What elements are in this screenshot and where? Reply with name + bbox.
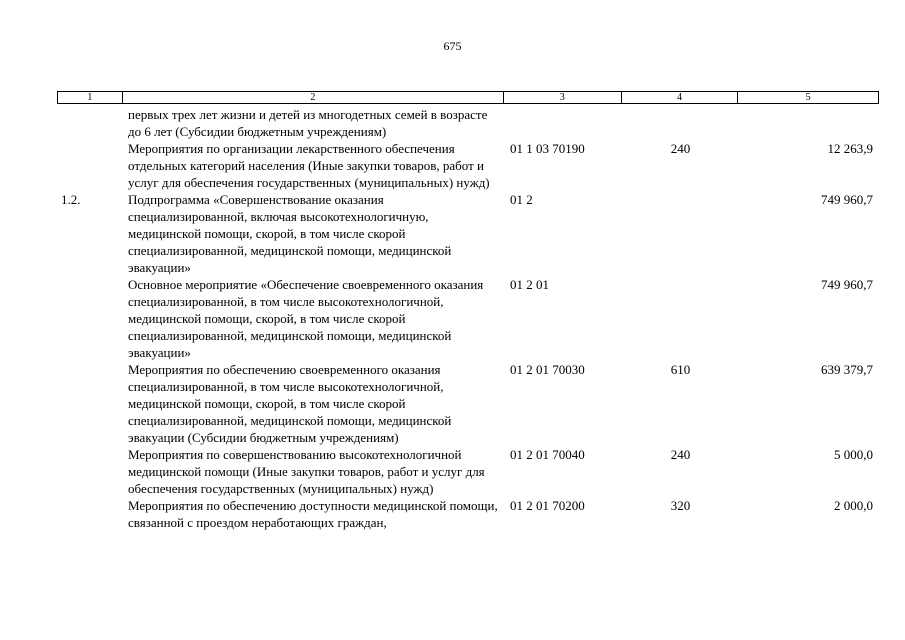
row-number [57,106,122,140]
table-row [57,446,879,497]
row-amount: 2 000,0 [834,498,873,513]
table-body [57,106,879,531]
row-expense-type [622,276,739,361]
row-expense-type: 610 [670,362,691,377]
row-amount: 749 960,7 [821,192,873,207]
row-number: 1.2. [61,192,81,207]
row-number [57,361,122,446]
page-number: 675 [443,39,462,53]
row-expense-type: 240 [670,141,691,156]
table-header-row [57,91,879,104]
column-header-4: 4 [622,92,739,103]
row-code: 01 2 01 70030 [510,362,585,377]
row-code: 01 2 [510,192,533,207]
table-row [57,497,879,531]
row-description: Мероприятия по совершенствованию высокотехнологичной медицинской помощи (Иные закупки товаров, работ и услуг для обеспечения государственных (муниципальных) нужд) [128,447,485,496]
row-code: 01 1 03 70190 [510,141,585,156]
row-number [57,276,122,361]
row-number [57,497,122,531]
row-expense-type: 320 [670,498,691,513]
row-description: Основное мероприятие «Обеспечение своевременного оказания специализированной, в том числе высокотехнологичной, медицинской помощи, скорой, в том числе скорой специализированной, медицинской помощи, медицинской эвакуации» [128,277,484,360]
row-number [57,446,122,497]
row-amount [739,106,879,140]
row-number [57,140,122,191]
row-amount: 12 263,9 [827,141,873,156]
row-description: Мероприятия по обеспечению доступности медицинской помощи, связанной с проездом неработающих граждан, [128,498,498,530]
table-row [57,191,879,276]
row-expense-type [622,191,739,276]
table-row [57,140,879,191]
row-amount: 749 960,7 [821,277,873,292]
row-expense-type [622,106,739,140]
table-row [57,106,879,140]
row-code: 01 2 01 [510,277,549,292]
column-header-3: 3 [504,92,622,103]
column-header-1: 1 [58,92,123,103]
row-description: Подпрограмма «Совершенствование оказания специализированной, включая высокотехнологичную, медицинской помощи, скорой, в том числе скорой специализированной, медицинской помощи, медицинской эвакуации» [128,192,452,275]
row-expense-type: 240 [670,447,691,462]
row-description: Мероприятия по обеспечению своевременного оказания специализированной, в том числе высокотехнологичной, медицинской помощи, скорой, в том числе скорой специализированной, медицинской помощи, медицинской эвакуации (Субсидии бюджетным учреждениям) [128,362,452,445]
table-row [57,276,879,361]
row-amount: 639 379,7 [821,362,873,377]
row-description: Мероприятия по организации лекарственного обеспечения отдельных категорий населения (Иные закупки товаров, работ и услуг для обеспечения государственных (муниципальных) нужд) [128,141,490,190]
row-code: 01 2 01 70040 [510,447,585,462]
row-amount: 5 000,0 [834,447,873,462]
row-description: первых трех лет жизни и детей из многодетных семей в возрасте до 6 лет (Субсидии бюджетным учреждениям) [128,107,488,139]
column-header-5: 5 [805,92,811,103]
row-code: 01 2 01 70200 [510,498,585,513]
row-code [504,106,622,140]
column-header-2: 2 [123,92,504,103]
table-row [57,361,879,446]
